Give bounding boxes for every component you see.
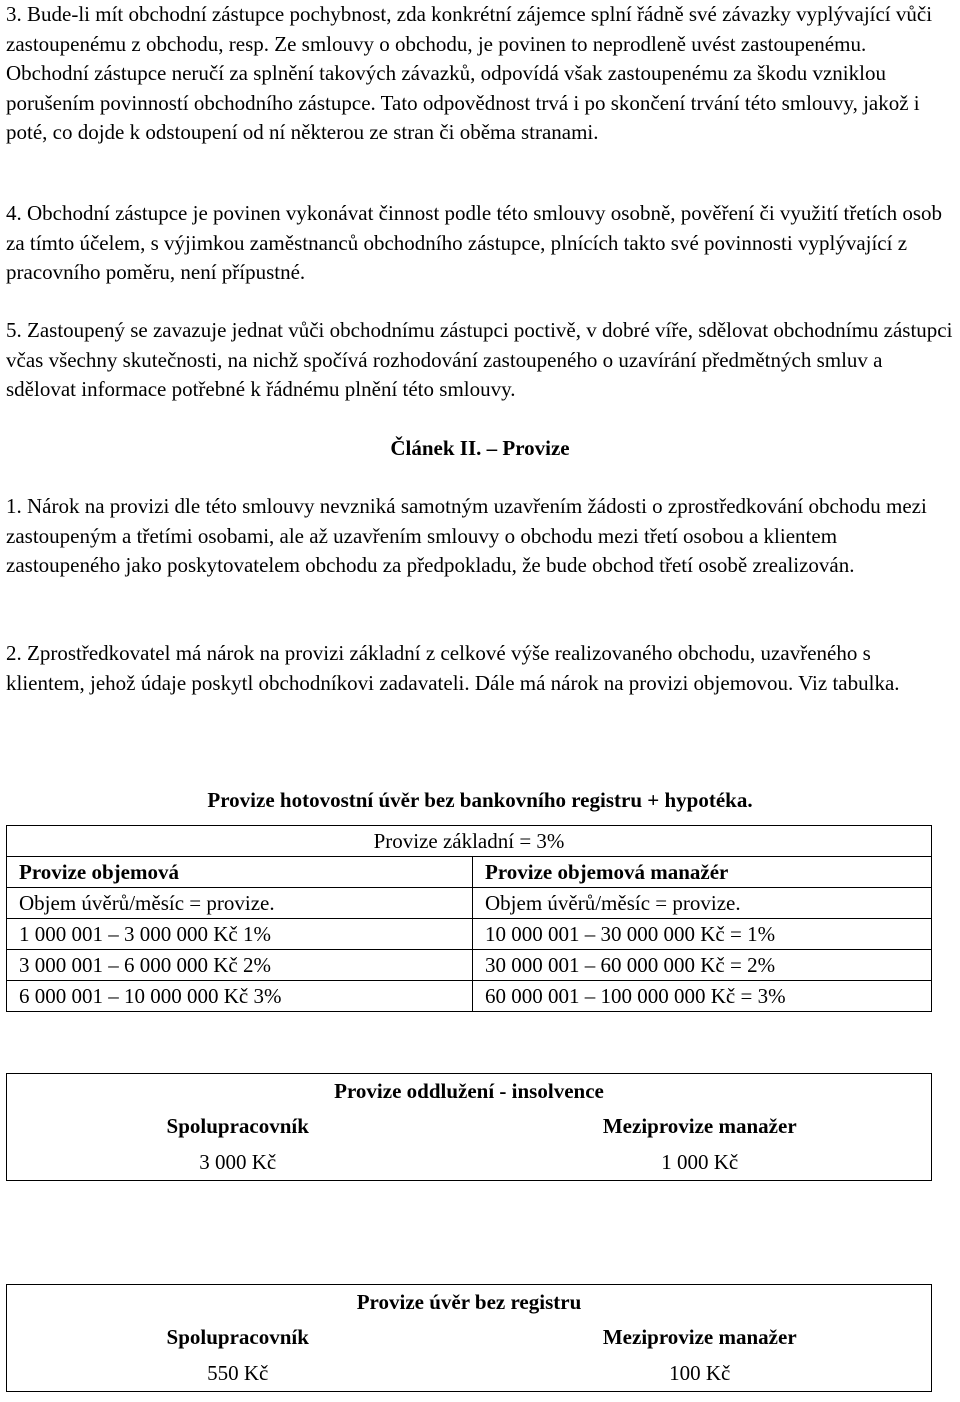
commission-table-volume [6,825,932,1012]
table3-val1: 550 Kč [7,1355,469,1392]
table-cell: 6 000 001 – 10 000 000 Kč 3% [7,981,473,1012]
table-cell: 30 000 001 – 60 000 000 Kč = 2% [473,950,932,981]
table2-col1: Spolupracovník [7,1108,469,1144]
table-row [7,1319,932,1355]
table-row [7,950,932,981]
table2-title: Provize oddlužení - insolvence [7,1074,932,1109]
table-row [7,1355,932,1392]
table-row [7,826,932,857]
table1-left-title: Provize objemová [7,857,473,888]
table3-val2: 100 Kč [469,1355,932,1392]
table1-right-title: Provize objemová manažér [473,857,932,888]
commission-table-no-registry [6,1284,932,1392]
article-heading: Článek II. – Provize [390,436,570,460]
table3-col1: Spolupracovník [7,1319,469,1355]
table2-col2: Meziprovize manažer [469,1108,932,1144]
table-row [7,1074,932,1109]
table-row [7,1144,932,1181]
table-row [7,888,932,919]
paragraph-4: 4. Obchodní zástupce je povinen vykonávat činnost podle této smlouvy osobně, pověření či využití třetích osob za tímto účelem, s výjimkou zaměstnanců obchodního zástupce, plnících takto své povinnosti vyplývající z pracovního poměru, není přípustné. [6,201,943,284]
table1-header: Provize základní = 3% [7,826,932,857]
table3-col2: Meziprovize manažer [469,1319,932,1355]
table-row [7,857,932,888]
table-cell: 1 000 001 – 3 000 000 Kč 1% [7,919,473,950]
table2-val2: 1 000 Kč [469,1144,932,1181]
table1-right-sub: Objem úvěrů/měsíc = provize. [473,888,932,919]
table-cell: 60 000 001 – 100 000 000 Kč = 3% [473,981,932,1012]
table-cell: 3 000 001 – 6 000 000 Kč 2% [7,950,473,981]
table-row [7,1285,932,1320]
table3-title: Provize úvěr bez registru [7,1285,932,1320]
paragraph-article2-1: 1. Nárok na provizi dle této smlouvy nevzniká samotným uzavřením žádosti o zprostředkování obchodu mezi zastoupeným a třetími osobami, ale až uzavřením smlouvy o obchodu mezi třetí osobou a klientem zastoupeného jako poskytovatelem obchodu za předpokladu, že bude obchod třetí osobě zrealizován. [6,494,927,577]
table-row [7,981,932,1012]
commission-table-insolvency [6,1073,932,1181]
paragraph-5: 5. Zastoupený se zavazuje jednat vůči obchodnímu zástupci poctivě, v dobré víře, sdělovat obchodnímu zástupci včas všechny skutečnosti, na nichž spočívá rozhodování zastoupeného o uzavírání předmětných smluv a sdělovat informace potřebné k řádnému plnění této smlouvy. [6,318,953,401]
table2-val1: 3 000 Kč [7,1144,469,1181]
table-row [7,919,932,950]
table-row [7,1108,932,1144]
paragraph-3: 3. Bude-li mít obchodní zástupce pochybnost, zda konkrétní zájemce splní řádně své závazky vyplývající vůči zastoupenému z obchodu, resp. Ze smlouvy o obchodu, je povinen to neprodleně uvést zastoupenému. Obchodní zástupce neručí za splnění takových závazků, odpovídá však zastoupenému za škodu vzniklou porušením povinností obchodního zástupce. Tato odpovědnost trvá i po skončení trvání této smlouvy, jakož i poté, co dojde k odstoupení od ní některou ze stran či oběma stranami. [6,2,933,144]
table1-left-sub: Objem úvěrů/měsíc = provize. [7,888,473,919]
paragraph-article2-2: 2. Zprostředkovatel má nárok na provizi základní z celkové výše realizovaného obchodu, uzavřeného s klientem, jehož údaje poskytl obchodníkovi zadavateli. Dále má nárok na provizi objemovou. Viz tabulka. [6,641,900,695]
table-cell: 10 000 001 – 30 000 000 Kč = 1% [473,919,932,950]
table1-caption: Provize hotovostní úvěr bez bankovního registru + hypotéka. [207,788,753,812]
